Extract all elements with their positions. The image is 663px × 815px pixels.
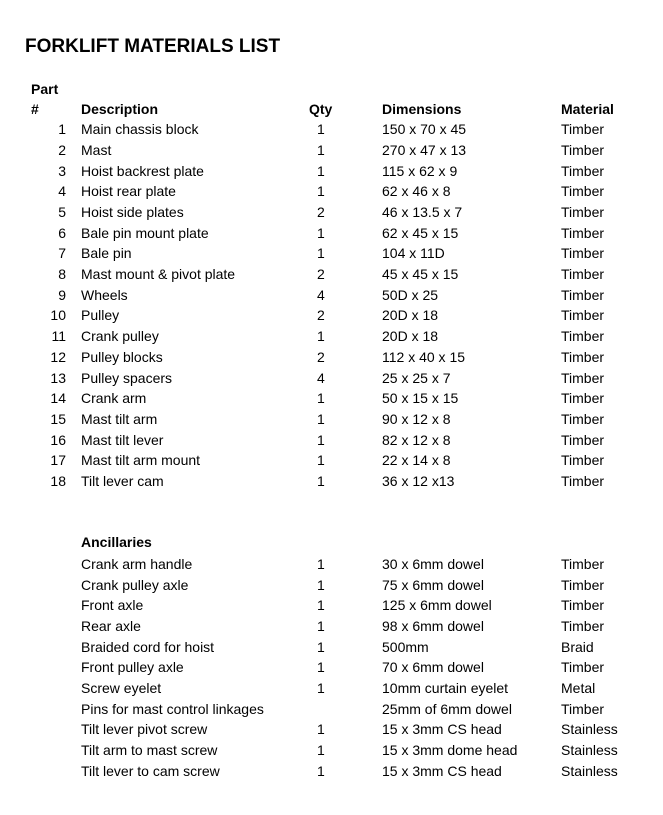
ancillary-description: Braided cord for hoist bbox=[81, 639, 215, 655]
table-row bbox=[0, 307, 663, 327]
ancillaries-heading: Ancillaries bbox=[81, 534, 152, 550]
part-qty: 1 bbox=[317, 121, 325, 137]
part-qty: 1 bbox=[317, 328, 325, 344]
ancillary-qty: 1 bbox=[317, 763, 325, 779]
part-description: Mast tilt lever bbox=[81, 432, 164, 448]
ancillary-material: Timber bbox=[561, 597, 605, 613]
part-dimensions: 150 x 70 x 45 bbox=[382, 121, 467, 137]
table-row bbox=[0, 183, 663, 203]
table-row bbox=[0, 742, 663, 762]
part-number: 13 bbox=[50, 370, 66, 386]
ancillary-material: Timber bbox=[561, 556, 605, 572]
part-description: Pulley blocks bbox=[81, 349, 163, 365]
part-qty: 1 bbox=[317, 452, 325, 468]
table-row bbox=[0, 452, 663, 472]
part-number: 3 bbox=[58, 163, 66, 179]
part-qty: 4 bbox=[317, 287, 325, 303]
part-description: Bale pin mount plate bbox=[81, 225, 209, 241]
table-row bbox=[0, 680, 663, 700]
part-material: Timber bbox=[561, 452, 605, 468]
part-material: Timber bbox=[561, 370, 605, 386]
part-dimensions: 62 x 46 x 8 bbox=[382, 183, 451, 199]
header-part-number: # bbox=[31, 101, 39, 117]
part-number: 14 bbox=[50, 390, 66, 406]
table-row bbox=[0, 266, 663, 286]
table-row bbox=[0, 473, 663, 493]
ancillary-description: Rear axle bbox=[81, 618, 141, 634]
part-description: Wheels bbox=[81, 287, 128, 303]
part-material: Timber bbox=[561, 204, 605, 220]
table-row bbox=[0, 328, 663, 348]
part-material: Timber bbox=[561, 183, 605, 199]
part-dimensions: 50 x 15 x 15 bbox=[382, 390, 459, 406]
part-description: Pulley spacers bbox=[81, 370, 173, 386]
part-material: Timber bbox=[561, 307, 605, 323]
part-dimensions: 115 x 62 x 9 bbox=[382, 163, 458, 179]
ancillary-description: Crank pulley axle bbox=[81, 577, 189, 593]
part-material: Timber bbox=[561, 349, 605, 365]
part-number: 8 bbox=[58, 266, 66, 282]
part-dimensions: 270 x 47 x 13 bbox=[382, 142, 467, 158]
table-row bbox=[0, 577, 663, 597]
ancillary-dimensions: 15 x 3mm CS head bbox=[382, 763, 502, 779]
table-row bbox=[0, 204, 663, 224]
ancillary-qty: 1 bbox=[317, 742, 325, 758]
part-dimensions: 45 x 45 x 15 bbox=[382, 266, 459, 282]
table-row bbox=[0, 659, 663, 679]
table-row bbox=[0, 701, 663, 721]
part-number: 10 bbox=[50, 307, 66, 323]
ancillary-material: Stainless bbox=[561, 763, 618, 779]
header-qty: Qty bbox=[309, 101, 333, 117]
part-description: Crank pulley bbox=[81, 328, 159, 344]
ancillary-dimensions: 10mm curtain eyelet bbox=[382, 680, 509, 696]
part-qty: 1 bbox=[317, 411, 325, 427]
table-row bbox=[0, 163, 663, 183]
part-material: Timber bbox=[561, 473, 605, 489]
ancillary-qty: 1 bbox=[317, 556, 325, 572]
table-row bbox=[0, 390, 663, 410]
part-description: Mast mount & pivot plate bbox=[81, 266, 236, 282]
ancillary-material: Braid bbox=[561, 639, 594, 655]
part-material: Timber bbox=[561, 121, 605, 137]
part-dimensions: 90 x 12 x 8 bbox=[382, 411, 451, 427]
table-row bbox=[0, 142, 663, 162]
ancillary-material: Timber bbox=[561, 701, 605, 717]
ancillary-material: Stainless bbox=[561, 742, 618, 758]
part-dimensions: 22 x 14 x 8 bbox=[382, 452, 451, 468]
part-description: Bale pin bbox=[81, 245, 132, 261]
part-qty: 1 bbox=[317, 245, 325, 261]
table-row bbox=[0, 597, 663, 617]
part-dimensions: 20D x 18 bbox=[382, 307, 439, 323]
part-material: Timber bbox=[561, 390, 605, 406]
ancillary-material: Metal bbox=[561, 680, 596, 696]
ancillary-dimensions: 70 x 6mm dowel bbox=[382, 659, 484, 675]
part-description: Mast tilt arm bbox=[81, 411, 158, 427]
ancillary-qty: 1 bbox=[317, 597, 325, 613]
table-row bbox=[0, 245, 663, 265]
part-dimensions: 25 x 25 x 7 bbox=[382, 370, 451, 386]
part-number: 2 bbox=[58, 142, 66, 158]
ancillary-description: Crank arm handle bbox=[81, 556, 193, 572]
table-row bbox=[0, 349, 663, 369]
table-row bbox=[0, 618, 663, 638]
ancillary-qty: 1 bbox=[317, 680, 325, 696]
ancillary-dimensions: 500mm bbox=[382, 639, 429, 655]
part-dimensions: 20D x 18 bbox=[382, 328, 439, 344]
part-dimensions: 36 x 12 x13 bbox=[382, 473, 455, 489]
ancillary-material: Timber bbox=[561, 577, 605, 593]
document-title: FORKLIFT MATERIALS LIST bbox=[25, 36, 281, 57]
part-description: Hoist side plates bbox=[81, 204, 184, 220]
part-material: Timber bbox=[561, 411, 605, 427]
ancillary-description: Tilt arm to mast screw bbox=[81, 742, 218, 758]
ancillary-description: Front pulley axle bbox=[81, 659, 184, 675]
table-row bbox=[0, 556, 663, 576]
table-row bbox=[0, 411, 663, 431]
part-qty: 1 bbox=[317, 142, 325, 158]
ancillary-description: Tilt lever pivot screw bbox=[81, 721, 208, 737]
ancillary-material: Stainless bbox=[561, 721, 618, 737]
part-description: Hoist backrest plate bbox=[81, 163, 204, 179]
part-number: 16 bbox=[50, 432, 66, 448]
part-number: 12 bbox=[50, 349, 66, 365]
part-dimensions: 46 x 13.5 x 7 bbox=[382, 204, 463, 220]
table-row bbox=[0, 121, 663, 141]
part-number: 5 bbox=[58, 204, 66, 220]
part-qty: 1 bbox=[317, 390, 325, 406]
part-description: Mast tilt arm mount bbox=[81, 452, 201, 468]
table-row bbox=[0, 432, 663, 452]
header-part-line1: Part bbox=[31, 81, 59, 97]
table-row bbox=[0, 225, 663, 245]
part-qty: 1 bbox=[317, 183, 325, 199]
table-row bbox=[0, 763, 663, 783]
part-qty: 2 bbox=[317, 266, 325, 282]
part-description: Main chassis block bbox=[81, 121, 199, 137]
ancillary-material: Timber bbox=[561, 618, 605, 634]
ancillary-description: Screw eyelet bbox=[81, 680, 162, 696]
part-dimensions: 62 x 45 x 15 bbox=[382, 225, 459, 241]
part-qty: 4 bbox=[317, 370, 325, 386]
ancillary-material: Timber bbox=[561, 659, 605, 675]
part-qty: 1 bbox=[317, 432, 325, 448]
part-material: Timber bbox=[561, 225, 605, 241]
part-description: Pulley bbox=[81, 307, 120, 323]
header-material: Material bbox=[561, 101, 614, 117]
part-number: 17 bbox=[50, 452, 66, 468]
ancillary-dimensions: 98 x 6mm dowel bbox=[382, 618, 484, 634]
part-material: Timber bbox=[561, 432, 605, 448]
ancillary-qty: 1 bbox=[317, 659, 325, 675]
ancillary-description: Tilt lever to cam screw bbox=[81, 763, 220, 779]
part-description: Tilt lever cam bbox=[81, 473, 164, 489]
ancillary-dimensions: 75 x 6mm dowel bbox=[382, 577, 484, 593]
part-number: 18 bbox=[50, 473, 66, 489]
part-material: Timber bbox=[561, 163, 605, 179]
ancillary-description: Front axle bbox=[81, 597, 144, 613]
part-description: Mast bbox=[81, 142, 112, 158]
table-row bbox=[0, 370, 663, 390]
ancillary-qty: 1 bbox=[317, 721, 325, 737]
part-number: 1 bbox=[58, 121, 66, 137]
ancillary-dimensions: 15 x 3mm CS head bbox=[382, 721, 502, 737]
ancillary-dimensions: 125 x 6mm dowel bbox=[382, 597, 492, 613]
table-row bbox=[0, 639, 663, 659]
part-material: Timber bbox=[561, 142, 605, 158]
part-qty: 1 bbox=[317, 163, 325, 179]
part-qty: 2 bbox=[317, 307, 325, 323]
part-material: Timber bbox=[561, 328, 605, 344]
part-description: Crank arm bbox=[81, 390, 147, 406]
part-dimensions: 104 x 11D bbox=[382, 245, 445, 261]
ancillary-qty: 1 bbox=[317, 639, 325, 655]
part-number: 7 bbox=[58, 245, 66, 261]
part-number: 4 bbox=[58, 183, 66, 199]
part-qty: 2 bbox=[317, 204, 325, 220]
part-dimensions: 82 x 12 x 8 bbox=[382, 432, 451, 448]
table-row bbox=[0, 287, 663, 307]
ancillary-dimensions: 30 x 6mm dowel bbox=[382, 556, 484, 572]
part-dimensions: 112 x 40 x 15 bbox=[382, 349, 466, 365]
part-material: Timber bbox=[561, 245, 605, 261]
part-qty: 1 bbox=[317, 225, 325, 241]
table-row bbox=[0, 721, 663, 741]
part-qty: 2 bbox=[317, 349, 325, 365]
header-description: Description bbox=[81, 101, 159, 117]
ancillary-qty: 1 bbox=[317, 618, 325, 634]
part-number: 11 bbox=[51, 328, 66, 344]
part-number: 6 bbox=[58, 225, 66, 241]
part-description: Hoist rear plate bbox=[81, 183, 176, 199]
ancillary-description: Pins for mast control linkages bbox=[81, 701, 264, 717]
header-dimensions: Dimensions bbox=[382, 101, 462, 117]
part-material: Timber bbox=[561, 287, 605, 303]
part-number: 9 bbox=[58, 287, 66, 303]
ancillary-dimensions: 15 x 3mm dome head bbox=[382, 742, 518, 758]
part-dimensions: 50D x 25 bbox=[382, 287, 439, 303]
ancillary-dimensions: 25mm of 6mm dowel bbox=[382, 701, 512, 717]
ancillary-qty: 1 bbox=[317, 577, 325, 593]
part-qty: 1 bbox=[317, 473, 325, 489]
part-material: Timber bbox=[561, 266, 605, 282]
part-number: 15 bbox=[50, 411, 66, 427]
